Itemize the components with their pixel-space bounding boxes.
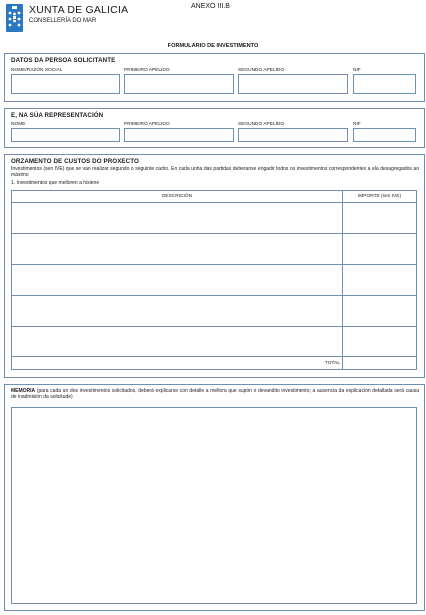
applicant-name-field[interactable] [11, 74, 120, 94]
memory-title: MEMORIA [11, 388, 36, 394]
table-row [12, 234, 417, 265]
annex-label: ANEXO III.B [191, 3, 230, 10]
form-title: FORMULARIO DE INVESTIMENTO [167, 43, 259, 49]
rep-surname2-label: SEGUNDO APELIDO [238, 122, 285, 127]
description-cell[interactable] [12, 296, 343, 327]
budget-subtitle: 1. Investimentos que melloren a hixiene [11, 180, 100, 186]
applicant-surname2-field[interactable] [238, 74, 348, 94]
rep-name-field[interactable] [11, 128, 120, 142]
applicant-surname2-label: SEGUNDO APELIDO [238, 68, 285, 73]
memory-textarea[interactable] [11, 407, 417, 604]
budget-section-title: ORZAMENTO DE CUSTOS DO PROXECTO [11, 158, 139, 165]
description-cell[interactable] [12, 234, 343, 265]
representative-section [4, 108, 425, 148]
applicant-surname1-label: PRIMEIRO APELIDO [124, 68, 170, 73]
table-row [12, 327, 417, 357]
description-cell[interactable] [12, 265, 343, 296]
rep-surname1-label: PRIMEIRO APELIDO [124, 122, 170, 127]
table-row [12, 296, 417, 327]
total-label: TOTAL [12, 357, 343, 370]
logo [6, 4, 23, 32]
amount-cell[interactable] [343, 296, 417, 327]
table-row [12, 265, 417, 296]
amount-cell[interactable] [343, 265, 417, 296]
total-amount-cell[interactable] [343, 357, 417, 370]
amount-cell[interactable] [343, 234, 417, 265]
rep-surname1-field[interactable] [124, 128, 234, 142]
applicant-nif-label: NIF [353, 68, 361, 73]
coat-of-arms-icon [6, 4, 23, 32]
table-row [12, 203, 417, 234]
investment-table [11, 190, 417, 370]
rep-name-label: NOME [11, 122, 26, 127]
memory-heading [11, 388, 419, 401]
description-column-header: DESCRICIÓN [12, 191, 343, 203]
memory-instructions: (para cada un dos investimentos solicitados, deberá explicarse con detalle a mellora que supón o devandito investimento; a ausencia da explicación detallada será causa de inadmisión da solicitude) [11, 388, 419, 401]
budget-intro: Investimentos (sen IVE) que se van realizar segundo o seguinte cadro. En cada unha das partidas deberanse engadir todos os investimentos correspondentes a ela desagregados ao máximo [11, 166, 419, 179]
dept-name: CONSELLERÍA DO MAR [29, 18, 97, 24]
org-name: XUNTA DE GALICIA [29, 4, 129, 16]
applicant-section-title: DATOS DA PERSOA SOLICITANTE [11, 57, 116, 64]
description-cell[interactable] [12, 327, 343, 357]
applicant-nif-field[interactable] [353, 74, 416, 94]
applicant-surname1-field[interactable] [124, 74, 234, 94]
memory-section [4, 384, 425, 611]
total-row [12, 357, 417, 370]
rep-nif-field[interactable] [353, 128, 416, 142]
applicant-section [4, 53, 425, 102]
amount-cell[interactable] [343, 203, 417, 234]
amount-column-header: IMPORTE (sen IVE) [343, 191, 417, 203]
budget-section [4, 154, 425, 378]
applicant-name-label: NOME/RAZÓN SOCIAL [11, 68, 63, 73]
representative-section-title: E, NA SÚA REPRESENTACIÓN [11, 112, 104, 119]
rep-surname2-field[interactable] [238, 128, 348, 142]
rep-nif-label: NIF [353, 122, 361, 127]
description-cell[interactable] [12, 203, 343, 234]
amount-cell[interactable] [343, 327, 417, 357]
